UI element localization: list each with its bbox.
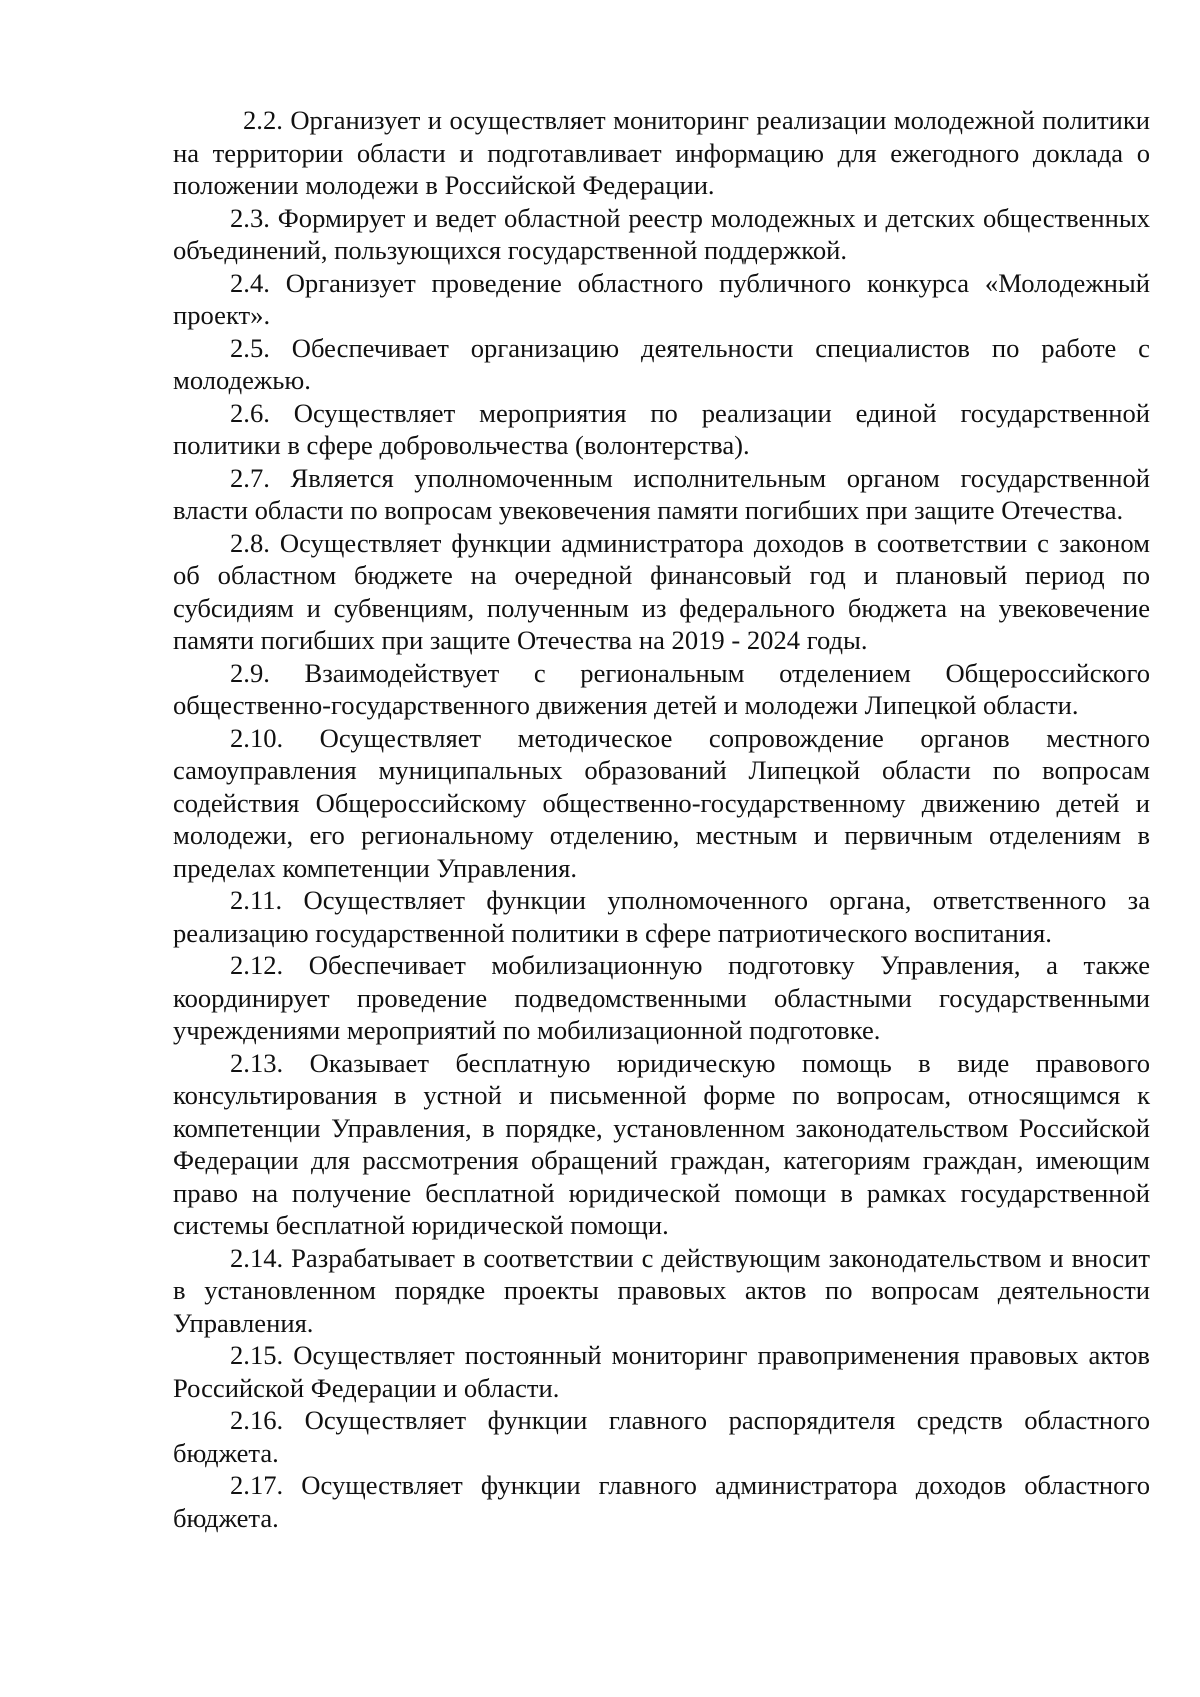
paragraph-2-17: 2.17. Осуществляет функции главного администратора доходов областного бюджета. bbox=[173, 1470, 1150, 1533]
paragraph-2-13: 2.13. Оказывает бесплатную юридическую помощь в виде правового консультирования в устной и письменной форме по вопросам, относящимся к компетенции Управления, в порядке, установленном законодательством Российской Федерации для рассмотрения обращений граждан, категориям граждан, имеющим право на получение бесплатной юридической помощи в рамках государственной системы бесплатной юридической помощи. bbox=[173, 1047, 1150, 1240]
document-page bbox=[173, 104, 1150, 1534]
paragraph-2-15: 2.15. Осуществляет постоянный мониторинг правоприменения правовых актов Российской Федерации и области. bbox=[173, 1340, 1150, 1403]
paragraph-2-5: 2.5. Обеспечивает организацию деятельности специалистов по работе с молодежью. bbox=[173, 332, 1150, 395]
paragraph-2-8: 2.8. Осуществляет функции администратора доходов в соответствии с законом об областном бюджете на очередной финансовый год и плановый период по субсидиям и субвенциям, полученным из федерального бюджета на увековечение памяти погибших при защите Отечества на 2019 - 2024 годы. bbox=[173, 527, 1150, 655]
paragraph-2-7: 2.7. Является уполномоченным исполнительным органом государственной власти области по вопросам увековечения памяти погибших при защите Отечества. bbox=[173, 462, 1150, 525]
paragraph-2-6: 2.6. Осуществляет мероприятия по реализации единой государственной политики в сфере добровольчества (волонтерства). bbox=[173, 397, 1150, 460]
paragraph-2-3: 2.3. Формирует и ведет областной реестр молодежных и детских общественных объединений, пользующихся государственной поддержкой. bbox=[173, 202, 1150, 265]
paragraph-2-2: 2.2. Организует и осуществляет мониторинг реализации молодежной политики на территории области и подготавливает информацию для ежегодного доклада о положении молодежи в Российской Федерации. bbox=[173, 105, 1150, 200]
paragraph-2-12: 2.12. Обеспечивает мобилизационную подготовку Управления, а также координирует проведение подведомственными областными государственными учреждениями мероприятий по мобилизационной подготовке. bbox=[173, 950, 1150, 1045]
paragraph-2-11: 2.11. Осуществляет функции уполномоченного органа, ответственного за реализацию государственной политики в сфере патриотического воспитания. bbox=[173, 885, 1150, 948]
paragraph-2-4: 2.4. Организует проведение областного публичного конкурса «Молодежный проект». bbox=[173, 267, 1150, 330]
paragraph-2-9: 2.9. Взаимодействует с региональным отделением Общероссийского общественно-государственного движения детей и молодежи Липецкой области. bbox=[173, 657, 1150, 720]
paragraph-2-16: 2.16. Осуществляет функции главного распорядителя средств областного бюджета. bbox=[173, 1405, 1150, 1468]
paragraph-2-14: 2.14. Разрабатывает в соответствии с действующим законодательством и вносит в установленном порядке проекты правовых актов по вопросам деятельности Управления. bbox=[173, 1242, 1150, 1338]
paragraph-2-10: 2.10. Осуществляет методическое сопровождение органов местного самоуправления муниципальных образований Липецкой области по вопросам содействия Общероссийскому общественно-государственному движению детей и молодежи, его региональному отделению, местным и первичным отделениям в пределах компетенции Управления. bbox=[173, 722, 1150, 883]
